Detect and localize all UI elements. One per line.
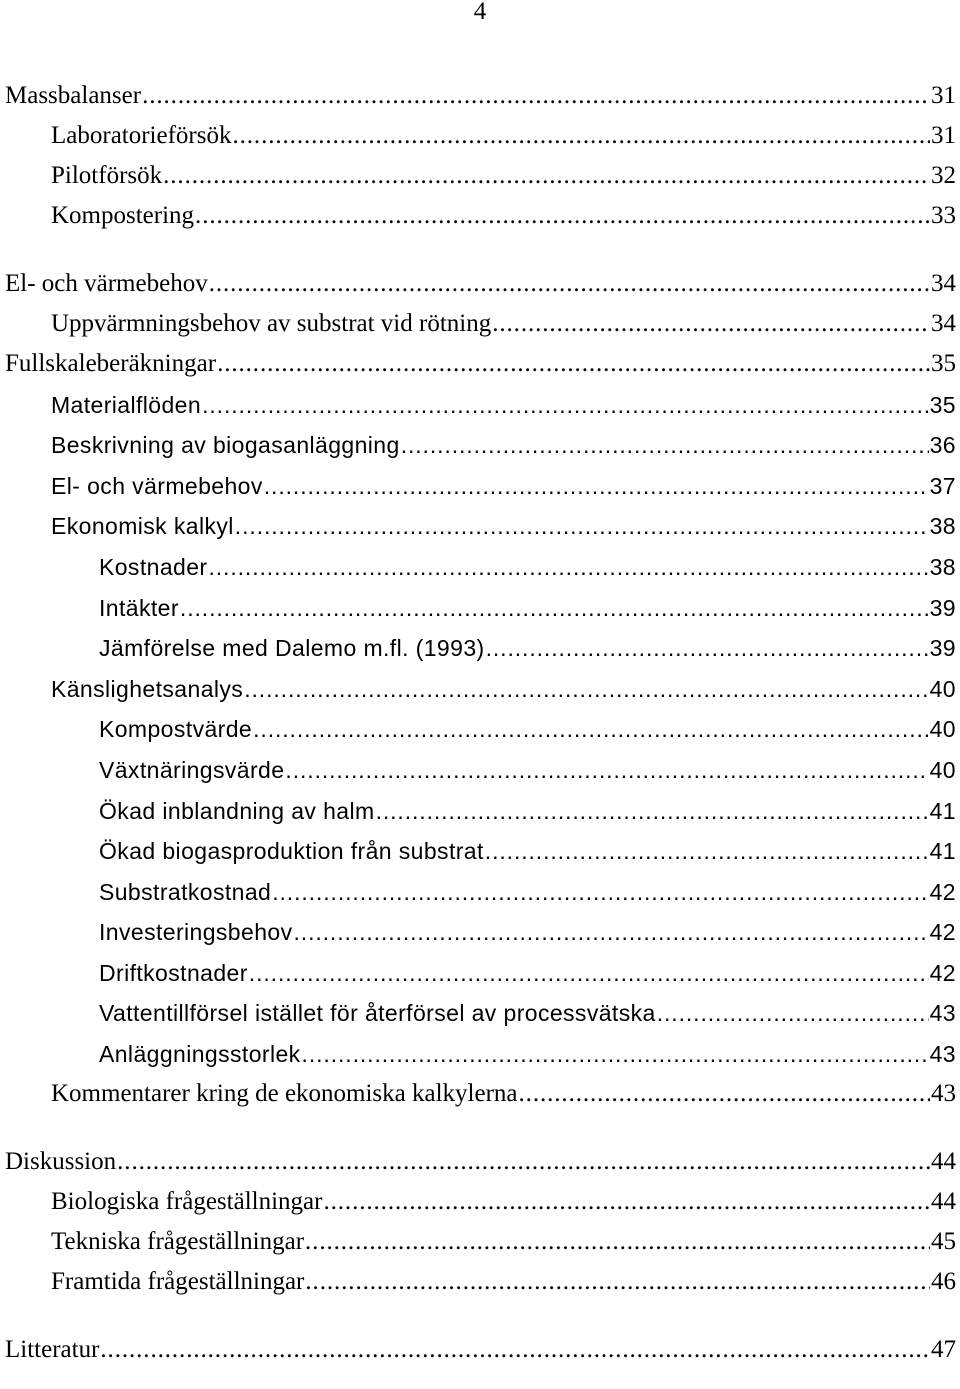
- toc-entry-pilotforsok[interactable]: [51, 160, 956, 192]
- toc-entry-substratkostnad[interactable]: [99, 876, 956, 908]
- toc-entry-kostnader[interactable]: [99, 551, 956, 583]
- toc-entry-massbalanser[interactable]: [5, 80, 956, 112]
- toc-entry-page: 39: [929, 635, 956, 661]
- toc-entry-page: 35: [931, 350, 956, 377]
- toc-leader-dots: [100, 1334, 930, 1366]
- toc-entry-page: 44: [931, 1188, 956, 1215]
- toc-entry-page: 40: [929, 676, 956, 702]
- toc-entry-page: 46: [931, 1268, 956, 1295]
- toc-entry-title: Fullskaleberäkningar: [5, 350, 217, 377]
- toc-entry-page: 43: [931, 1080, 956, 1107]
- toc-entry-laboratorieforsok[interactable]: [51, 120, 956, 152]
- toc-entry-title: Kompostering: [51, 202, 195, 229]
- toc-leader-dots: [485, 835, 929, 867]
- toc-entry-title: Ökad inblandning av halm: [99, 798, 375, 824]
- toc-leader-dots: [244, 673, 928, 705]
- toc-entry-title: Massbalanser: [5, 82, 142, 109]
- toc-leader-dots: [209, 268, 930, 300]
- toc-entry-title: Känslighetsanalys: [51, 676, 244, 702]
- toc-leader-dots: [305, 1266, 930, 1298]
- toc-entry-kommentarer[interactable]: [51, 1078, 956, 1110]
- toc-entry-el-och-varmebehov[interactable]: [5, 268, 956, 300]
- toc-entry-title: Substratkostnad: [99, 879, 272, 905]
- toc-entry-title: Materialflöden: [51, 392, 202, 418]
- toc-leader-dots: [486, 632, 929, 664]
- toc-entry-title: Ökad biogasproduktion från substrat: [99, 838, 484, 864]
- toc-entry-page: 35: [929, 392, 956, 418]
- toc-entry-page: 42: [929, 879, 956, 905]
- toc-entry-framtida-fragestallningar[interactable]: [51, 1266, 956, 1298]
- toc-entry-page: 32: [931, 162, 956, 189]
- toc-entry-page: 44: [931, 1148, 956, 1175]
- toc-leader-dots: [249, 957, 929, 989]
- toc-leader-dots: [253, 713, 929, 745]
- toc-leader-dots: [323, 1186, 930, 1218]
- toc-entry-title: Tekniska frågeställningar: [51, 1228, 305, 1255]
- toc-leader-dots: [519, 1078, 930, 1110]
- toc-leader-dots: [657, 997, 929, 1029]
- toc-entry-page: 34: [931, 270, 956, 297]
- toc-entry-title: Jämförelse med Dalemo m.fl. (1993): [99, 635, 485, 661]
- toc-entry-page: 42: [929, 960, 956, 986]
- toc-entry-title: Laboratorieförsök: [51, 122, 232, 149]
- toc-entry-page: 43: [929, 1000, 956, 1026]
- toc-entry-title: Vattentillförsel istället för återförsel av processvätska: [99, 1000, 656, 1026]
- toc-entry-title: El- och värmebehov: [51, 473, 263, 499]
- toc-entry-ekonomisk-kalkyl[interactable]: [51, 510, 956, 542]
- toc-leader-dots: [272, 876, 928, 908]
- toc-entry-biologiska-fragestallningar[interactable]: [51, 1186, 956, 1218]
- toc-entry-title: Växtnäringsvärde: [99, 757, 285, 783]
- toc-entry-page: 40: [929, 716, 956, 742]
- toc-entry-jamforelse-med-dalemo[interactable]: [99, 632, 956, 664]
- toc-leader-dots: [163, 160, 930, 192]
- toc-entry-page: 31: [931, 82, 956, 109]
- toc-leader-dots: [293, 916, 928, 948]
- toc-entry-title: Pilotförsök: [51, 162, 163, 189]
- toc-entry-title: Uppvärmningsbehov av substrat vid rötning: [51, 310, 492, 337]
- toc-entry-materialfloden[interactable]: [51, 389, 956, 421]
- toc-entry-title: Anläggningsstorlek: [99, 1041, 301, 1067]
- toc-entry-uppvarmningsbehov[interactable]: [51, 308, 956, 340]
- toc-entry-title: Ekonomisk kalkyl: [51, 513, 234, 539]
- toc-leader-dots: [376, 795, 929, 827]
- toc-entry-okad-inblandning-av-halm[interactable]: [99, 795, 956, 827]
- toc-entry-title: Beskrivning av biogasanläggning: [51, 432, 400, 458]
- toc-leader-dots: [232, 120, 930, 152]
- toc-entry-page: 45: [931, 1228, 956, 1255]
- toc-entry-page: 39: [929, 595, 956, 621]
- toc-entry-vattentillforsel[interactable]: [99, 997, 956, 1029]
- toc-entry-title: Kompostvärde: [99, 716, 253, 742]
- toc-entry-vaxtnaringsvarde[interactable]: [99, 754, 956, 786]
- toc-entry-page: 43: [929, 1041, 956, 1067]
- toc-entry-el-och-varmebehov-2[interactable]: [51, 470, 956, 502]
- toc-entry-page: 38: [929, 513, 956, 539]
- toc-entry-title: Litteratur: [5, 1336, 100, 1363]
- toc-leader-dots: [117, 1146, 930, 1178]
- toc-entry-tekniska-fragestallningar[interactable]: [51, 1226, 956, 1258]
- toc-entry-page: 47: [931, 1336, 956, 1363]
- toc-entry-page: 40: [929, 757, 956, 783]
- toc-entry-page: 41: [929, 838, 956, 864]
- toc-leader-dots: [401, 429, 929, 461]
- toc-entry-fullskaleberakningar[interactable]: [5, 348, 956, 380]
- toc-entry-title: Kostnader: [99, 554, 208, 580]
- toc-entry-okad-biogasproduktion[interactable]: [99, 835, 956, 867]
- toc-leader-dots: [492, 308, 930, 340]
- toc-leader-dots: [217, 348, 930, 380]
- toc-leader-dots: [264, 470, 929, 502]
- toc-entry-diskussion[interactable]: [5, 1146, 956, 1178]
- toc-leader-dots: [202, 389, 929, 421]
- toc-leader-dots: [195, 200, 930, 232]
- toc-entry-title: Diskussion: [5, 1148, 117, 1175]
- toc-entry-kanslighetsanalys[interactable]: [51, 673, 956, 705]
- toc-entry-page: 37: [929, 473, 956, 499]
- toc-entry-litteratur[interactable]: [5, 1334, 956, 1366]
- toc-entry-page: 42: [929, 919, 956, 945]
- toc-entry-intakter[interactable]: [99, 592, 956, 624]
- toc-entry-title: Framtida frågeställningar: [51, 1268, 305, 1295]
- toc-entry-page: 36: [929, 432, 956, 458]
- toc-entry-title: El- och värmebehov: [5, 270, 208, 297]
- toc-entry-kompostvarde[interactable]: [99, 713, 956, 745]
- toc-entry-title: Intäkter: [99, 595, 179, 621]
- toc-entry-title: Investeringsbehov: [99, 919, 293, 945]
- toc-leader-dots: [305, 1226, 930, 1258]
- toc-entry-page: 34: [931, 310, 956, 337]
- toc-entry-title: Driftkostnader: [99, 960, 248, 986]
- toc-entry-anlaggningsstorlek[interactable]: [99, 1038, 956, 1070]
- toc-entry-beskrivning-av-biogasanlaggning[interactable]: [51, 429, 956, 461]
- toc-entry-title: Kommentarer kring de ekonomiska kalkylerna: [51, 1080, 518, 1107]
- toc-entry-page: 41: [929, 798, 956, 824]
- toc-entry-page: 38: [929, 554, 956, 580]
- toc-leader-dots: [142, 80, 930, 112]
- toc-leader-dots: [208, 551, 928, 583]
- toc-leader-dots: [180, 592, 929, 624]
- toc-entry-investeringsbehov[interactable]: [99, 916, 956, 948]
- toc-entry-title: Biologiska frågeställningar: [51, 1188, 323, 1215]
- page-number: 4: [473, 0, 487, 25]
- toc-leader-dots: [235, 510, 929, 542]
- toc-leader-dots: [302, 1038, 929, 1070]
- toc-entry-driftkostnader[interactable]: [99, 957, 956, 989]
- toc-entry-kompostering[interactable]: [51, 200, 956, 232]
- toc-entry-page: 31: [931, 122, 956, 149]
- toc-leader-dots: [285, 754, 928, 786]
- toc-entry-page: 33: [931, 202, 956, 229]
